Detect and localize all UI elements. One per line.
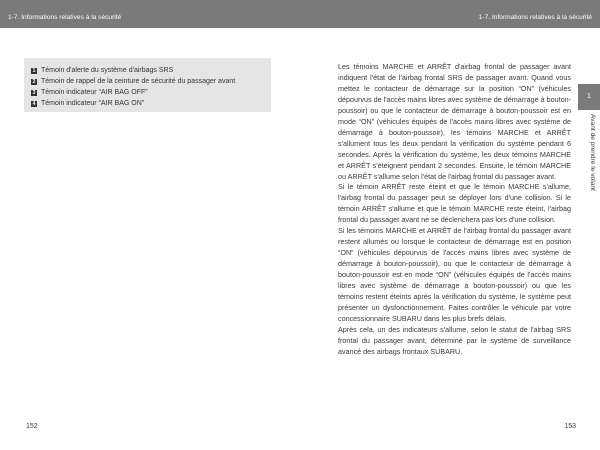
legend-item-label: Témoin indicateur “AIR BAG ON” [41,100,145,107]
callout-number-1: 1 [32,67,36,74]
right-page [300,0,600,450]
chapter-side-label: Avant de prendre le volant [589,114,596,191]
callout-number-4: 4 [32,100,36,107]
right-page-number: 153 [564,423,576,430]
legend-item [31,87,271,98]
body-text [338,62,571,358]
chapter-tab: 1 [578,84,600,110]
right-header-title: 1-7. Informations relatives à la sécurité [478,14,592,21]
callout-number-2: 2 [32,78,36,85]
legend-item-label: Témoin indicateur “AIR BAG OFF” [41,89,148,96]
callout-legend [24,58,271,112]
body-paragraph: Si les témoins MARCHE et ARRÊT de l'airbag frontal du passager avant restent allumés ou lorsque le contacteur de démarrage est en position “ON” (véhicules dépourvus de l'accès mains libres avec système de démarrage à bouton-poussoir), ou que le contacteur de démarrage à bouton-poussoir est en mode “ON” (véhicules équipés de l'accès mains libres avec système de démarrage à bouton-poussoir) ou que les témoins restent éteints après la vérification du système, le système peut présenter un dysfonctionnement. Faites contrôler le véhicule par votre concessionnaire SUBARU dans les plus brefs délais. [338,226,571,323]
left-header-title: 1-7. Informations relatives à la sécurité [8,14,122,21]
legend-item-label: Témoin de rappel de la ceinture de sécurité du passager avant [41,78,236,85]
left-page-number: 152 [26,423,38,430]
legend-item [31,76,271,87]
body-paragraph: Si le témoin ARRÊT reste éteint et que le témoin MARCHE s'allume, l'airbag frontal du passager peut se déployer lors d'une collision. Si le témoin ARRÊT s'allume et que le témoin MARCHE reste éteint, l'airbag frontal du passager avant ne se déclenchera pas lors d'une collision. [338,182,571,225]
body-paragraph: Après cela, un des indicateurs s'allume, selon le statut de l'airbag SRS frontal du passager avant, déterminé par le système de surveillance avancé des airbags frontaux SUBARU. [338,324,571,356]
body-paragraph: Les témoins MARCHE et ARRÊT d'airbag frontal de passager avant indiquent l'état de l'airbag frontal SRS de passager avant. Quand vous mettez le contacteur de démarrage sur la position “ON” (véhicules dépourvus de l'accès mains libres avec système de démarrage à bouton-poussoir) ou que le contacteur de démarrage à bouton-poussoir est en mode “ON” (véhicules équipés de l'accès mains libres avec système de démarrage à bouton-poussoir), les témoins MARCHE et ARRÊT s'allument tous les deux pendant la vérification du système pendant 6 secondes. Après la vérification du système, les deux témoins MARCHE et ARRÊT s'éteignent pendant 2 secondes. Ensuite, le témoin MARCHE ou ARRÊT s'allume selon l'état de l'airbag frontal du passager avant. [338,62,571,181]
legend-item-label: Témoin d'alerte du système d'airbags SRS [41,67,174,74]
legend-item [31,98,271,109]
callout-number-3: 3 [32,89,36,96]
legend-item [31,65,271,76]
